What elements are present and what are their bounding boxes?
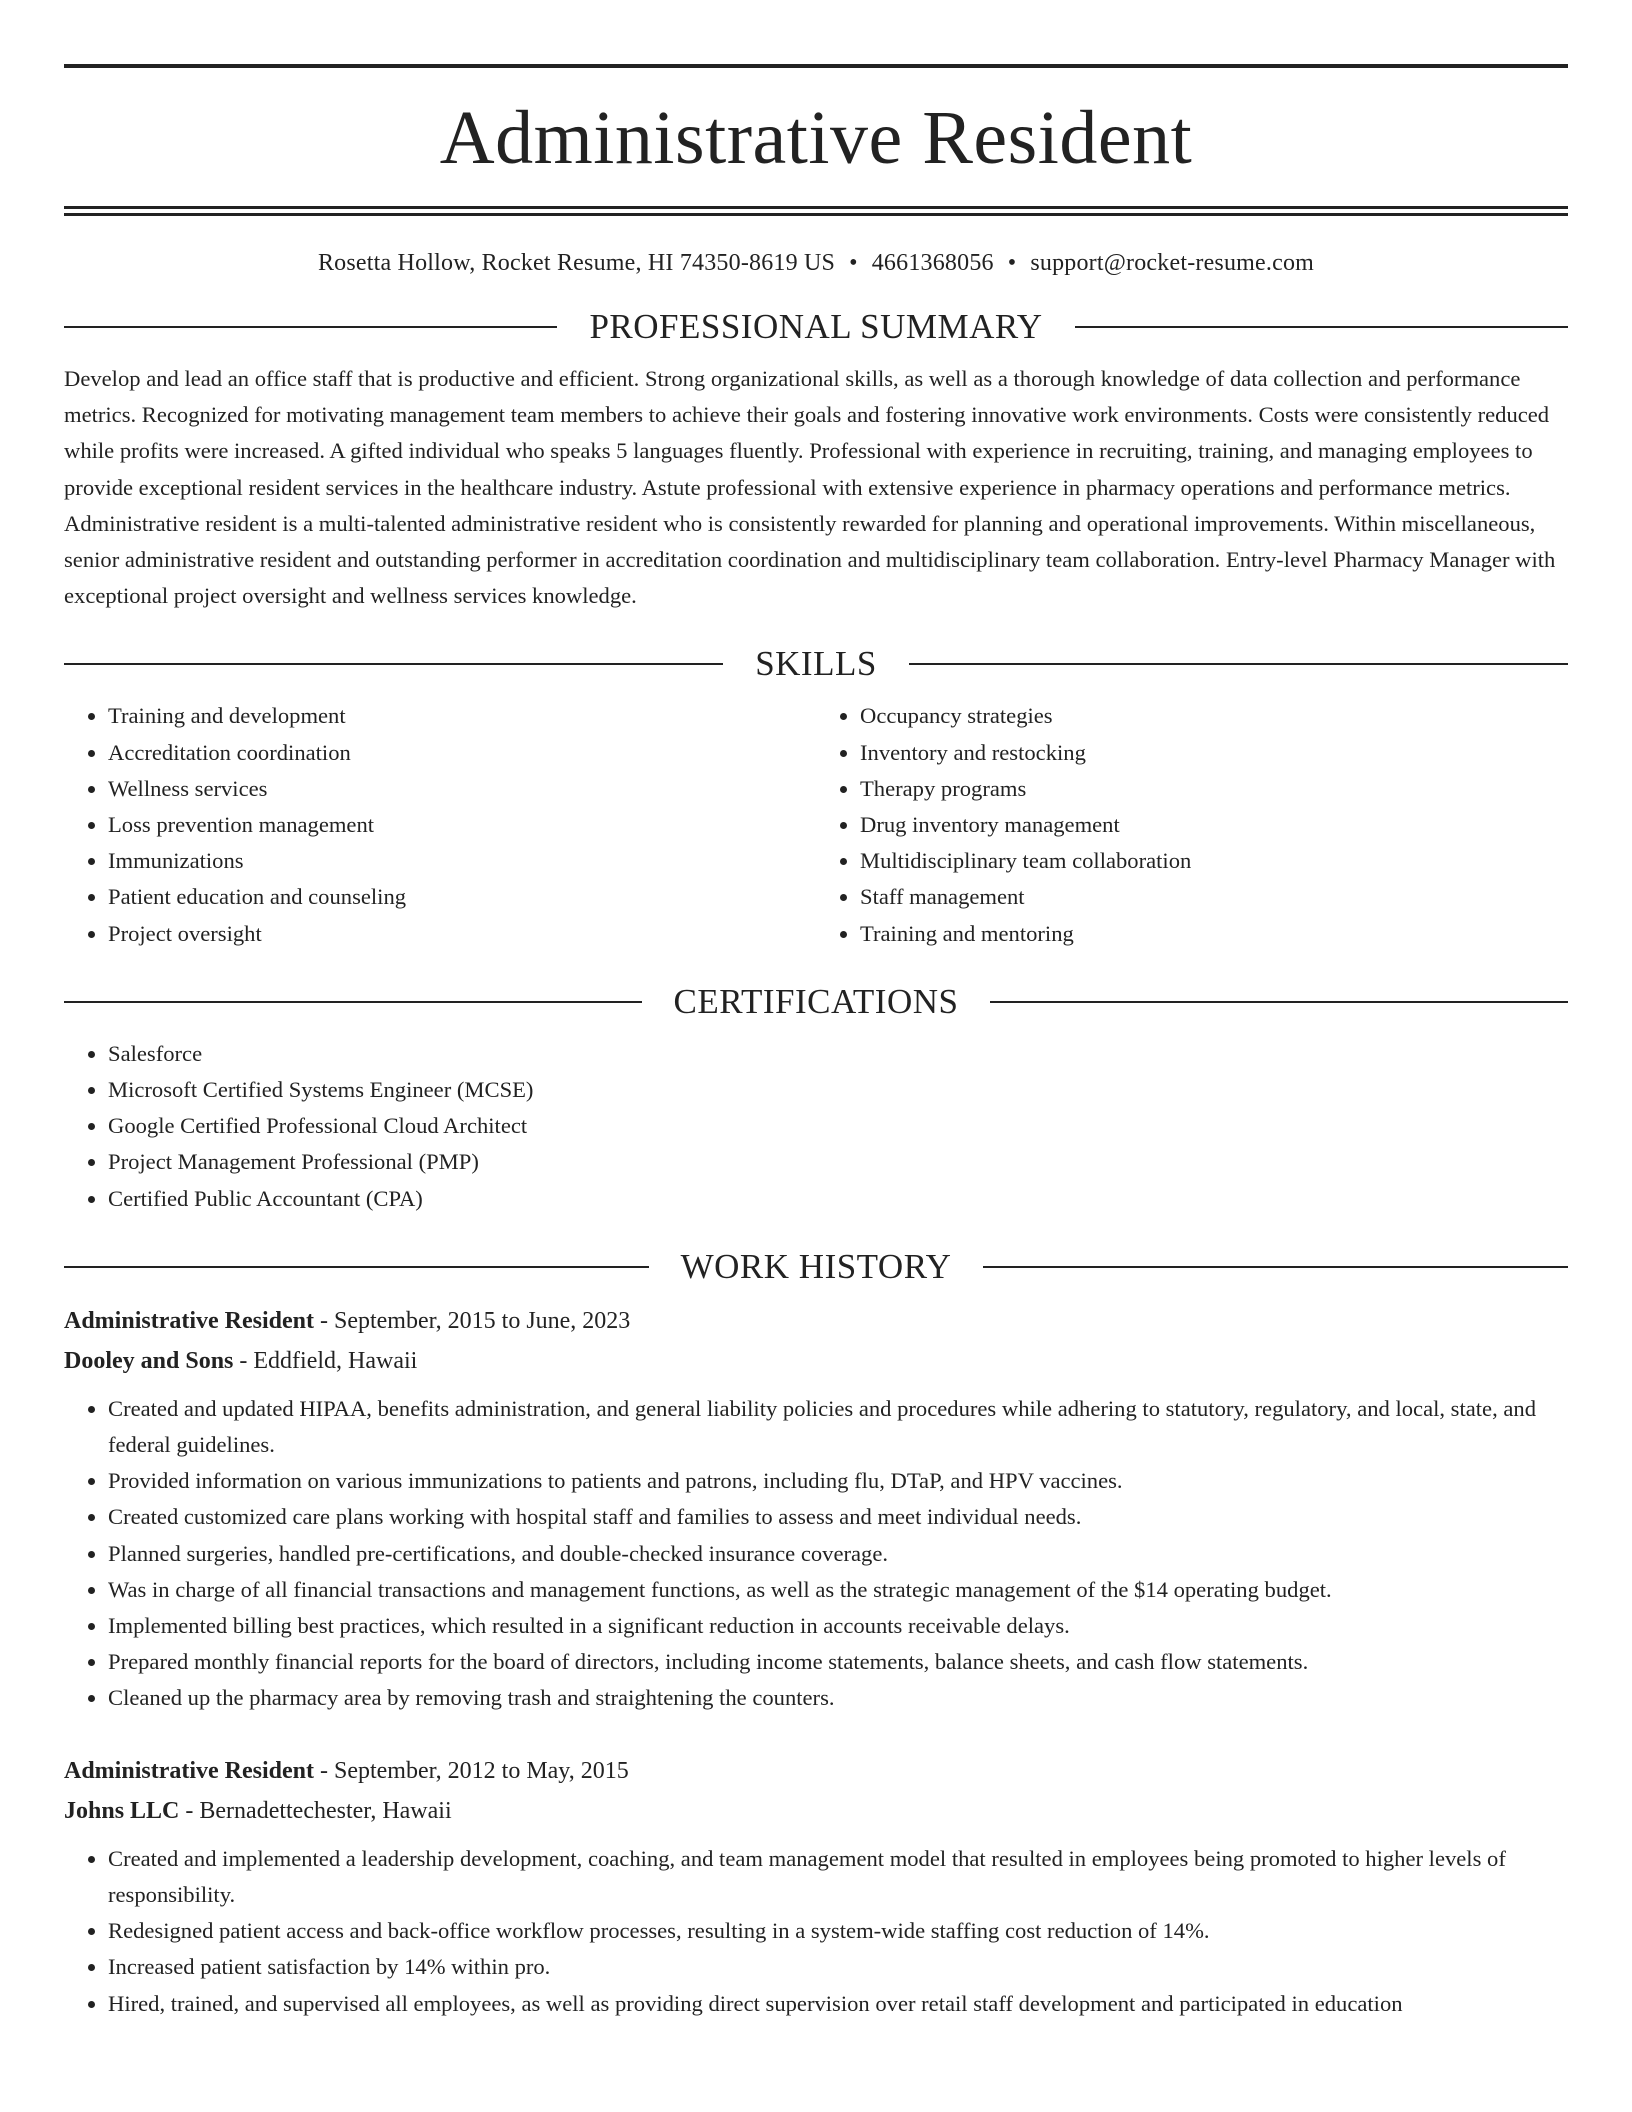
job-title: Administrative Resident [64,1307,314,1334]
skill-item: • Wellness services [108,771,816,807]
contact-email: support@rocket-resume.com [1030,250,1315,276]
job-entry [64,1751,1568,2022]
job-location: - Bernadettechester, Hawaii [179,1797,452,1824]
heading-rule [64,1266,649,1268]
job-bullet: • Created and implemented a leadership development, coaching, and team management model that resulted in employees being promoted to higher levels of responsibility. [108,1841,1568,1913]
job-bullet: • Created customized care plans working with hospital staff and families to assess and meet individual needs. [108,1499,1568,1535]
skills-list-right [816,698,1568,951]
skill-item: • Patient education and counseling [108,879,816,915]
job-entry [64,1301,1568,1717]
certifications-heading-text: CERTIFICATIONS [673,981,959,1021]
skill-item: • Drug inventory management [860,807,1568,843]
skill-item: • Multidisciplinary team collaboration [860,843,1568,879]
job-bullet: • Increased patient satisfaction by 14% within pro. [108,1949,1568,1985]
job-bullet: • Prepared monthly financial reports for the board of directors, including income statements, balance sheets, and cash flow statements. [108,1644,1568,1680]
summary-text: Develop and lead an office staff that is productive and efficient. Strong organizational skills, as well as a thorough knowledge of data collection and performance metrics. Recognized for motivating management team members to achieve their goals and fostering innovative work environments. Costs were consistently reduced while profits were increased. A gifted individual who speaks 5 languages fluently. Professional with experience in recruiting, training, and managing employees to provide exceptional resident services in the healthcare industry. Astute professional with extensive experience in pharmacy operations and performance metrics. Administrative resident is a multi-talented administrative resident who is consistently rewarded for planning and operational improvements. Within miscellaneous, senior administrative resident and outstanding performer in accreditation coordination and multidisciplinary team collaboration. Entry-level Pharmacy Manager with exceptional project oversight and wellness services knowledge. [64,366,1556,609]
job-bullets [64,1391,1568,1717]
job-bullet: • Hired, trained, and supervised all employees, as well as providing direct supervision over retail staff development and participated in education [108,1986,1568,2022]
skills-heading-text: SKILLS [755,644,877,684]
header-double-rule [64,206,1568,216]
job-bullet: • Implemented billing best practices, which resulted in a significant reduction in accounts receivable delays. [108,1608,1568,1644]
job-bullets [64,1841,1568,2022]
work-history-heading-text: WORK HISTORY [680,1246,952,1286]
certification-item: • Certified Public Accountant (CPA) [108,1181,1568,1217]
heading-rule [64,1001,642,1003]
certifications-list [64,1036,1568,1217]
skill-item: • Inventory and restocking [860,735,1568,771]
job-bullet: • Redesigned patient access and back-office workflow processes, resulting in a system-wide staffing cost reduction of 14%. [108,1913,1568,1949]
skills-grid [64,698,1568,951]
job-bullet: • Cleaned up the pharmacy area by removing trash and straightening the counters. [108,1680,1568,1716]
heading-rule [1075,326,1568,328]
skill-item: • Training and development [108,698,816,734]
resume-page [64,64,1568,2022]
top-rule [64,64,1568,68]
contact-address: Rosetta Hollow, Rocket Resume, HI 74350-8619 US [317,250,836,276]
job-dates: - September, 2012 to May, 2015 [313,1757,629,1784]
job-title: Administrative Resident [64,1757,314,1784]
skills-list-left [64,698,816,951]
contact-phone: 4661368056 [871,250,994,276]
resume-name: Administrative Resident [439,96,1193,180]
skill-item: • Accreditation coordination [108,735,816,771]
heading-rule [64,663,723,665]
job-location: - Eddfield, Hawaii [233,1347,418,1374]
job-company-line [64,1341,1568,1381]
job-title-line [64,1301,1568,1341]
job-dates: - September, 2015 to June, 2023 [313,1307,631,1334]
heading-rule [990,1001,1568,1003]
contact-separator: • [1007,250,1017,276]
job-bullet: • Created and updated HIPAA, benefits administration, and general liability policies and procedures while adhering to statutory, regulatory, and local, state, and federal guidelines. [108,1391,1568,1463]
job-company: Johns LLC [64,1797,180,1824]
contact-separator: • [849,250,858,276]
skill-item: • Staff management [860,879,1568,915]
work-history-heading [64,1247,1568,1287]
heading-rule [909,663,1568,665]
certification-item: • Microsoft Certified Systems Engineer (MCSE) [108,1072,1568,1108]
job-company: Dooley and Sons [64,1347,234,1374]
certification-item: • Salesforce [108,1036,1568,1072]
summary-heading-text: PROFESSIONAL SUMMARY [589,307,1043,346]
skill-item: • Immunizations [108,843,816,879]
heading-rule [64,326,557,328]
job-bullet: • Planned surgeries, handled pre-certifications, and double-checked insurance coverage. [108,1536,1568,1572]
certification-item: • Project Management Professional (PMP) [108,1144,1568,1180]
job-bullet: • Provided information on various immunizations to patients and patrons, including flu, DTaP, and HPV vaccines. [108,1463,1568,1499]
skill-item: • Occupancy strategies [860,698,1568,734]
job-title-line [64,1751,1568,1791]
skill-item: • Training and mentoring [860,916,1568,952]
job-bullet: • Was in charge of all financial transactions and management functions, as well as the strategic management of the $14 operating budget. [108,1572,1568,1608]
summary-heading [64,307,1568,347]
skill-item: • Therapy programs [860,771,1568,807]
skill-item: • Project oversight [108,916,816,952]
contact-line [64,250,1568,277]
certifications-heading [64,982,1568,1022]
skill-item: • Loss prevention management [108,807,816,843]
heading-rule [983,1266,1568,1268]
job-company-line [64,1791,1568,1831]
certification-item: • Google Certified Professional Cloud Architect [108,1108,1568,1144]
skills-heading [64,644,1568,684]
